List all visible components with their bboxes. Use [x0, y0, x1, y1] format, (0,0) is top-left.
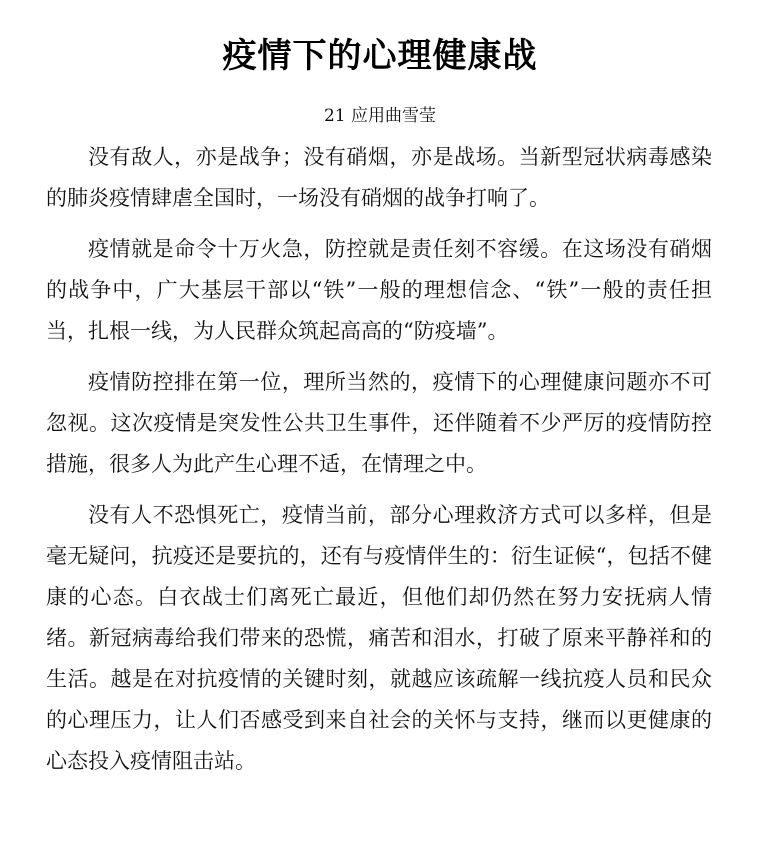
paragraph-3: 疫情防控排在第一位，理所当然的，疫情下的心理健康问题亦不可忽视。这次疫情是突发性公共卫生事件，还伴随着不少严厉的疫情防控措施，很多人为此产生心理不适，在情理之中。 [46, 370, 712, 476]
paragraph-4: 没有人不恐惧死亡，疫情当前，部分心理救济方式可以多样，但是毫无疑问，抗疫还是要抗的，还有与疫情伴生的：衍生证候“，包括不健康的心态。白衣战士们离死亡最近，但他们却仍然在努力安抚病人情绪。新冠病毒给我们带来的恐慌，痛苦和泪水，打破了原来平静祥和的生活。越是在对抗疫情的关键时刻，就越应该疏解一线抗疫人员和民众的心理压力，让人们否感受到来自社会的关怀与支持，继而以更健康的心态投入疫情阻击站。 [46, 503, 712, 773]
paragraph-1: 没有敌人，亦是战争；没有硝烟，亦是战场。当新型冠状病毒感染的肺炎疫情肆虐全国时，一场没有硝烟的战争打响了。 [46, 145, 712, 210]
paragraph-2: 疫情就是命令十万火急，防控就是责任刻不容缓。在这场没有硝烟的战争中，广大基层干部以“铁”一般的理想信念、“铁”一般的责任担当，扎根一线，为人民群众筑起高高的“防疫墙”。 [46, 237, 712, 343]
document-body [46, 137, 712, 792]
document-title: 疫情下的心理健康战 [222, 36, 538, 76]
document-author: 21 应用曲雪莹 [323, 106, 437, 126]
